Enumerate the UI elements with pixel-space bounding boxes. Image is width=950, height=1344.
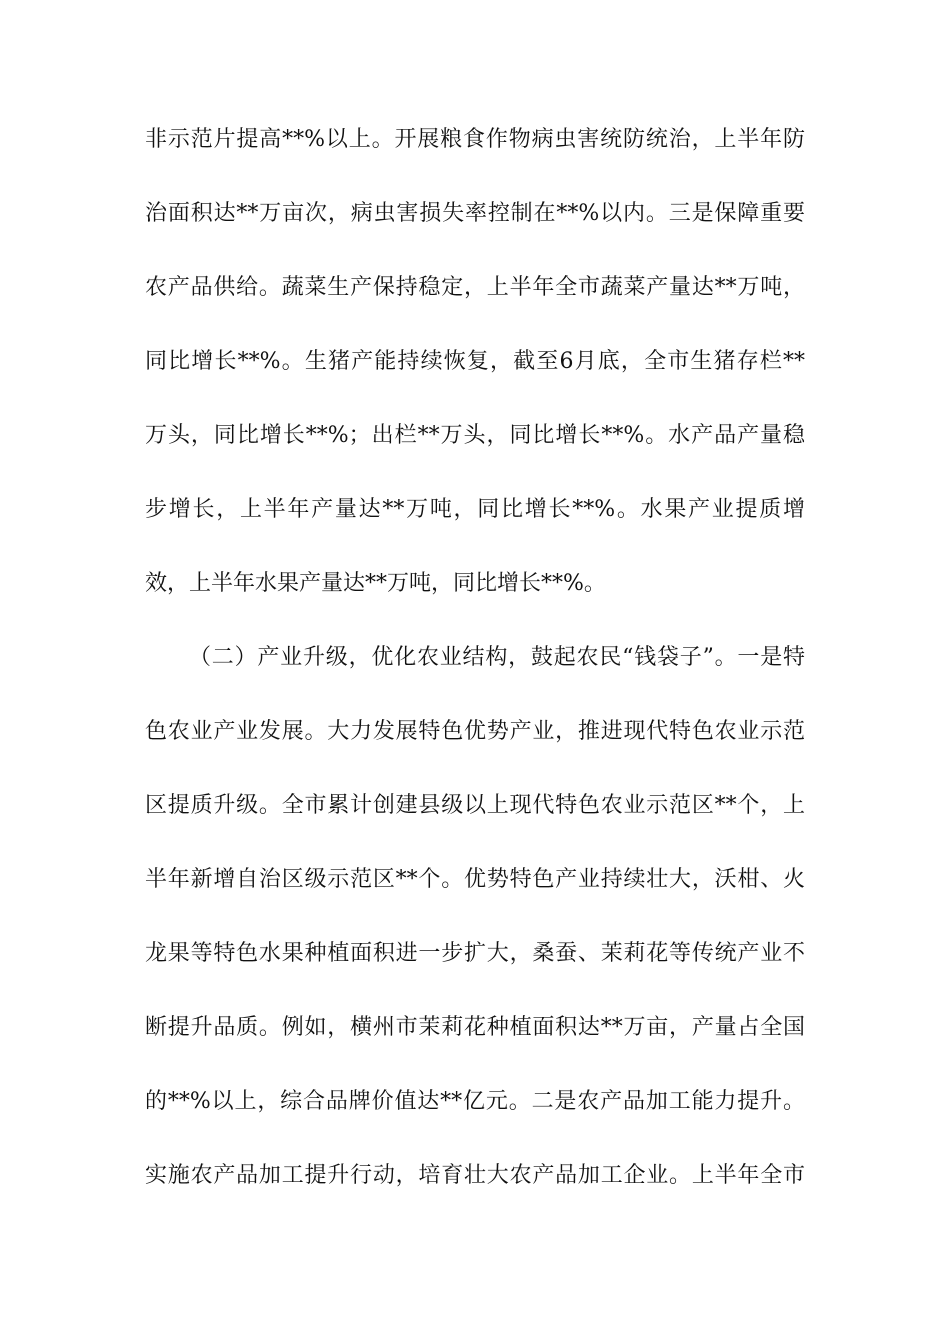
text-line: 区提质升级。全市累计创建县级以上现代特色农业示范区**个，上	[145, 793, 805, 818]
text-line: 龙果等特色水果种植面积进一步扩大，桑蚕、茉莉花等传统产业不	[145, 941, 805, 966]
text-line: 步增长，上半年产量达**万吨，同比增长**%。水果产业提质增	[145, 497, 805, 522]
text-line: 治面积达**万亩次，病虫害损失率控制在**%以内。三是保障重要	[145, 201, 805, 226]
text-line: 万头，同比增长**%；出栏**万头，同比增长**%。水产品产量稳	[145, 423, 805, 448]
text-line: 非示范片提高**%以上。开展粮食作物病虫害统防统治，上半年防	[145, 127, 805, 152]
text-line: 实施农产品加工提升行动，培育壮大农产品加工企业。上半年全市	[145, 1163, 805, 1188]
text-line: 色农业产业发展。大力发展特色优势产业，推进现代特色农业示范	[145, 719, 805, 744]
text-line: 同比增长**%。生猪产能持续恢复，截至6月底，全市生猪存栏**	[145, 349, 805, 374]
paragraph-first-line: （二）产业升级，优化农业结构，鼓起农民“钱袋子”。一是特	[189, 645, 805, 670]
text-line: 半年新增自治区级示范区**个。优势特色产业持续壮大，沃柑、火	[145, 867, 805, 892]
text-line: 断提升品质。例如，横州市茉莉花种植面积达**万亩，产量占全国	[145, 1015, 805, 1040]
text-line: 效，上半年水果产量达**万吨，同比增长**%。	[145, 571, 606, 596]
text-line: 的**%以上，综合品牌价值达**亿元。二是农产品加工能力提升。	[145, 1089, 805, 1114]
text-line: 农产品供给。蔬菜生产保持稳定，上半年全市蔬菜产量达**万吨，	[145, 275, 805, 300]
